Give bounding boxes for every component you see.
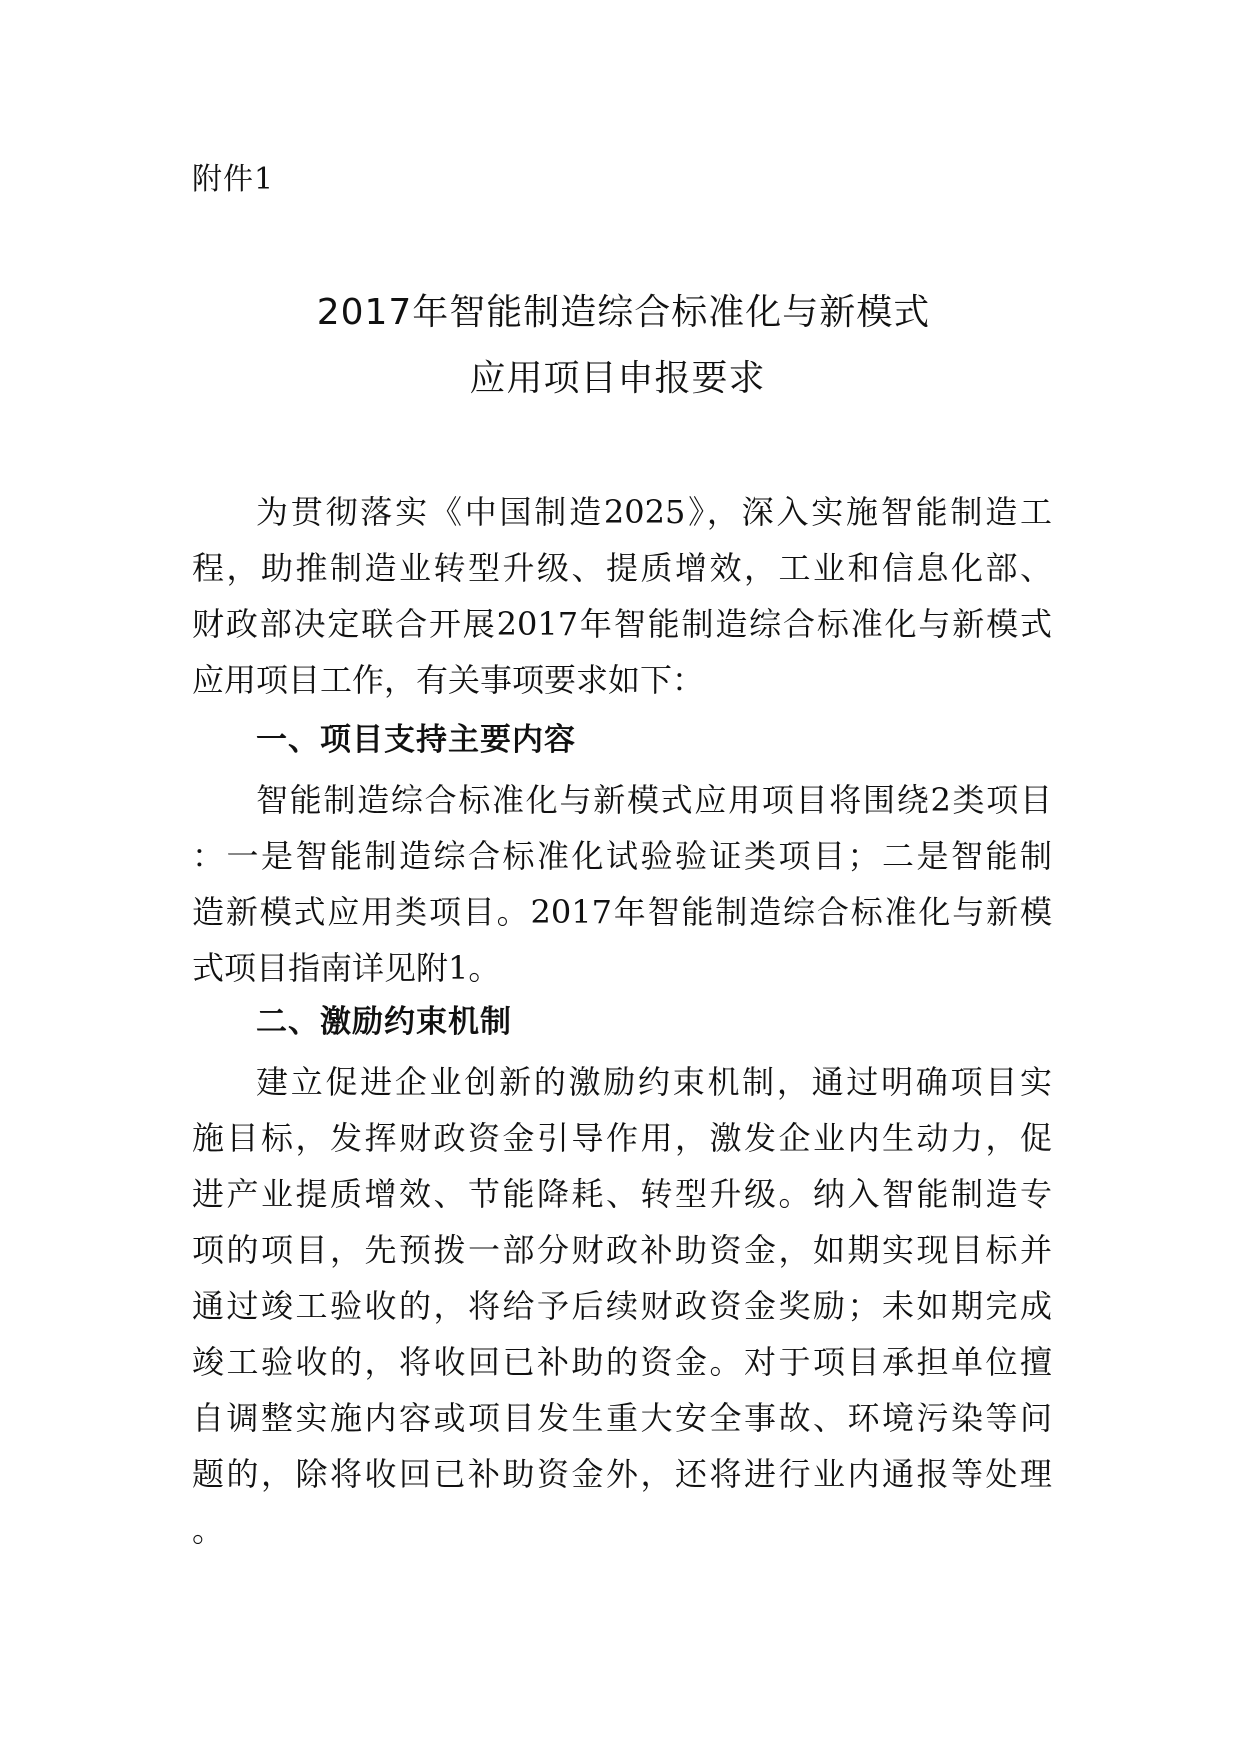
paragraph-line: 建立促进企业创新的激励约束机制，通过明确项目实	[256, 1063, 1052, 1101]
document-title-line-2: 应用项目申报要求	[469, 358, 766, 399]
attachment-label: 附件1	[192, 162, 275, 197]
paragraph-line: 财政部决定联合开展2017年智能制造综合标准化与新模式	[192, 605, 1052, 643]
intro-paragraph	[192, 484, 1052, 708]
paragraph-line: 项的项目，先预拨一部分财政补助资金，如期实现目标并	[192, 1231, 1052, 1269]
section-heading-incentive-mechanism: 二、激励约束机制	[256, 1004, 512, 1040]
paragraph-line: 自调整实施内容或项目发生重大安全事故、环境污染等问	[192, 1399, 1052, 1437]
paragraph-line: 题的，除将收回已补助资金外，还将进行业内通报等处理	[192, 1455, 1052, 1493]
paragraph-line: 。	[192, 1511, 225, 1549]
section-heading-project-support: 一、项目支持主要内容	[256, 722, 576, 758]
section-1-paragraph	[192, 772, 1052, 996]
section-2-paragraph	[192, 1054, 1052, 1558]
paragraph-line: ：一是智能制造综合标准化试验验证类项目；二是智能制	[192, 837, 1052, 875]
paragraph-line: 进产业提质增效、节能降耗、转型升级。纳入智能制造专	[192, 1175, 1052, 1213]
paragraph-line: 式项目指南详见附1。	[192, 949, 501, 987]
paragraph-line: 智能制造综合标准化与新模式应用项目将围绕2类项目	[256, 781, 1052, 819]
paragraph-line: 应用项目工作，有关事项要求如下：	[192, 661, 705, 699]
document-title-line-1: 2017年智能制造综合标准化与新模式	[316, 292, 931, 333]
paragraph-line: 竣工验收的，将收回已补助的资金。对于项目承担单位擅	[192, 1343, 1052, 1381]
paragraph-line: 造新模式应用类项目。2017年智能制造综合标准化与新模	[192, 893, 1052, 931]
paragraph-line: 施目标，发挥财政资金引导作用，激发企业内生动力，促	[192, 1119, 1052, 1157]
paragraph-line: 通过竣工验收的，将给予后续财政资金奖励；未如期完成	[192, 1287, 1052, 1325]
paragraph-line: 为贯彻落实《中国制造2025》，深入实施智能制造工	[256, 493, 1052, 531]
paragraph-line: 程，助推制造业转型升级、提质增效，工业和信息化部、	[192, 549, 1052, 587]
